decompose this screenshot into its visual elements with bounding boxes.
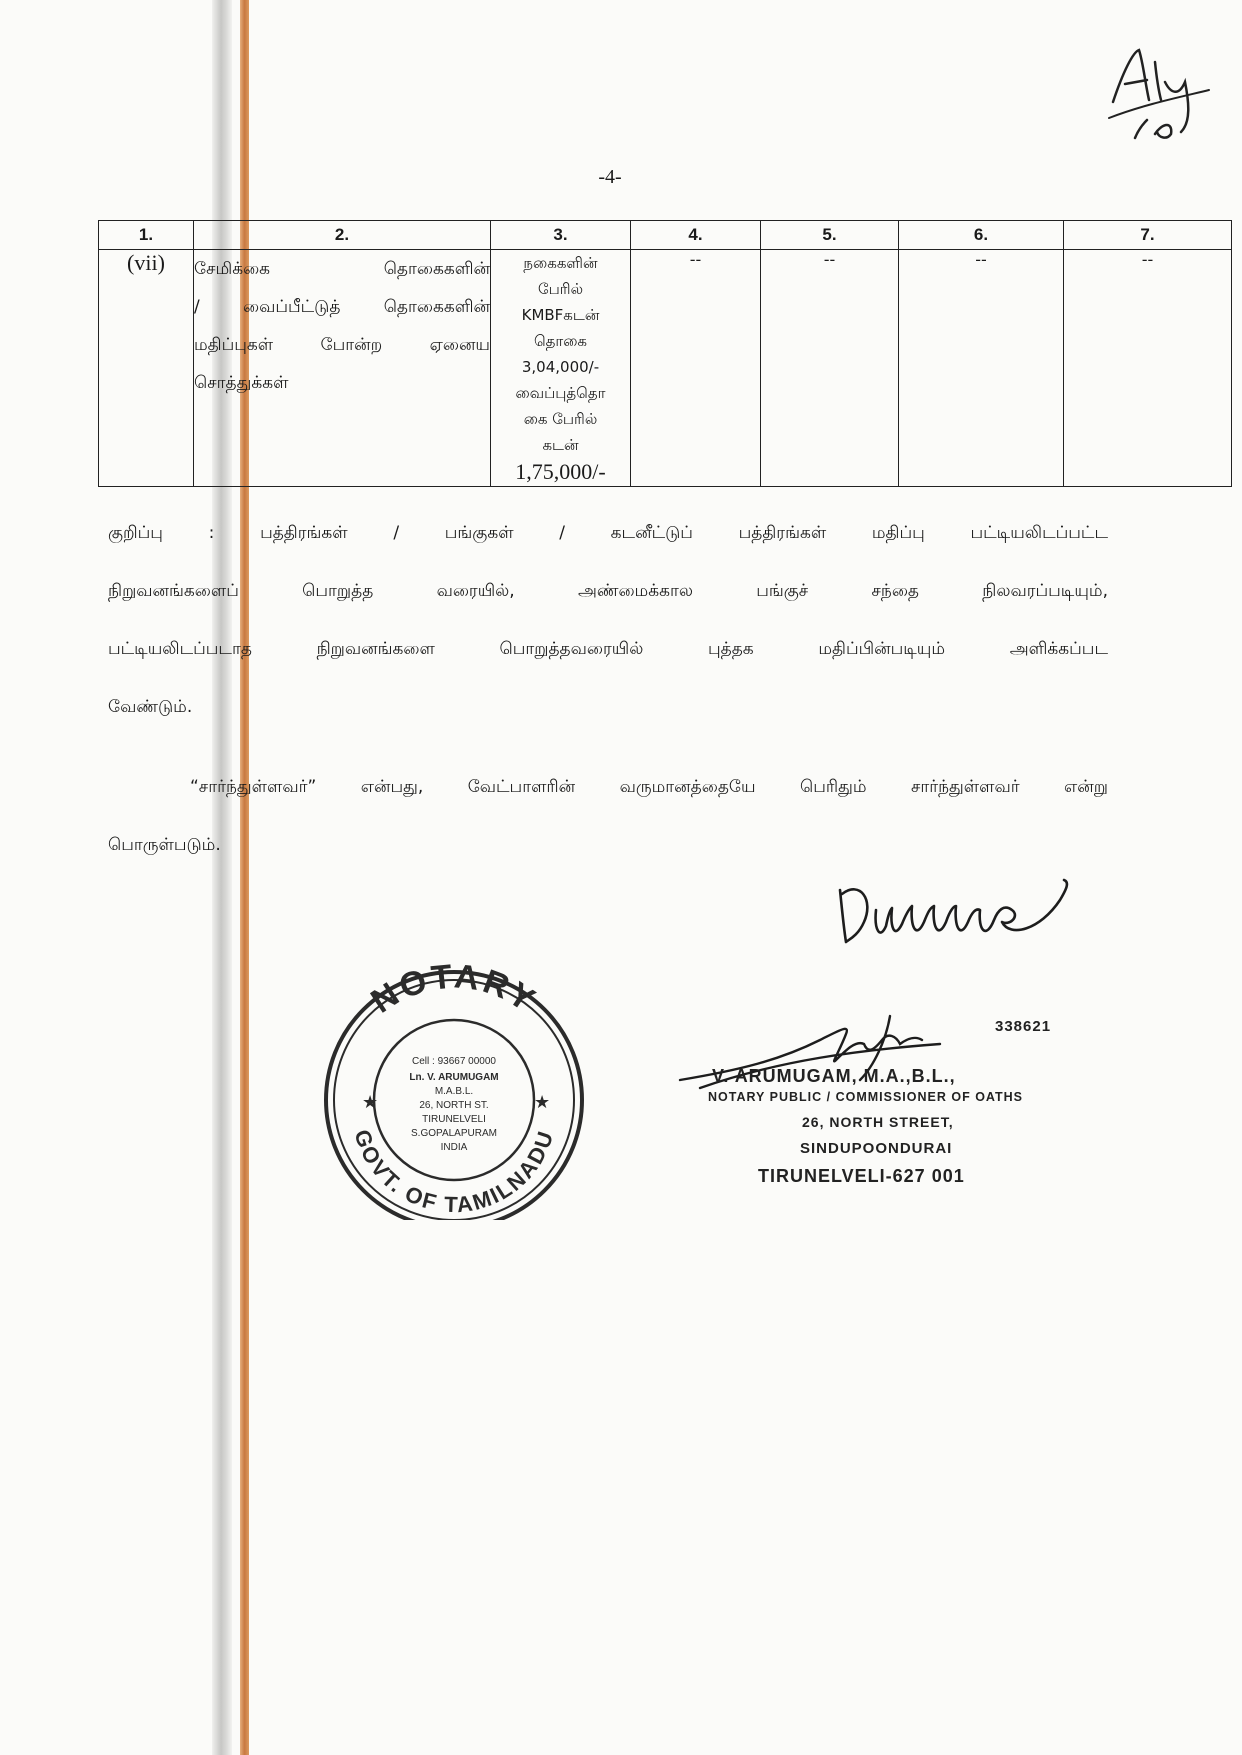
row-col6-empty: -- [899,250,1064,487]
note-line: நிறுவனங்களைப் பொறுத்த வரையில், அண்மைக்கால பங்குச் சந்தை நிலவரப்படியும், [108,581,1108,601]
svg-text:★: ★ [534,1092,551,1113]
table-row [99,250,1232,487]
amount-line: கடன் [542,436,579,454]
notary-town: SINDUPOONDURAI [800,1140,953,1157]
column-header: 7. [1064,221,1232,250]
amount-line: நகைகளின் [523,254,598,272]
column-header: 5. [761,221,899,250]
notary-title: NOTARY PUBLIC / COMMISSIONER OF OATHS [708,1090,1024,1104]
amount-line: வைப்புத்தொ [515,384,606,402]
notary-city: TIRUNELVELI-627 001 [758,1166,965,1186]
row-col4-empty: -- [631,250,761,487]
column-header: 1. [99,221,194,250]
notary-signature-block [660,1010,1090,1200]
svg-text:★: ★ [362,1092,379,1113]
svg-text:GOVT. OF TAMILNADU: GOVT. OF TAMILNADU [349,1126,559,1218]
definition-line: பொருள்படும். [108,835,221,855]
amount-line: பேரில் [537,280,584,298]
description-line: சொத்துக்கள் [194,373,289,393]
amount-line: கை பேரில் [523,410,598,428]
svg-text:NOTARY: NOTARY [364,960,544,1021]
table-header-row [99,221,1232,250]
note-line: குறிப்பு : பத்திரங்கள் / பங்குகள் / கடனீட்டுப் பத்திரங்கள் மதிப்பு பட்டியலிடப்பட்ட [108,523,1108,543]
column-header: 2. [194,221,491,250]
dependent-definition-paragraph [108,758,1108,874]
handwritten-signature [830,860,1130,950]
note-line: பட்டியலிடப்படாத நிறுவனங்களை பொறுத்தவரையில் புத்தக மதிப்பின்படியும் அளிக்கப்பட [108,639,1108,659]
row-number: (vii) [99,250,194,487]
svg-text:Cell : 93667 00000: Cell : 93667 00000 [412,1056,496,1067]
row-amount [491,250,631,487]
assets-table [98,220,1232,487]
description-line: மதிப்புகள் போன்ற ஏனைய [194,335,490,355]
svg-text:Ln. V. ARUMUGAM: Ln. V. ARUMUGAM [409,1072,499,1083]
svg-text:INDIA: INDIA [440,1142,468,1153]
notary-registration-number: 338621 [995,1018,1052,1035]
svg-text:TIRUNELVELI: TIRUNELVELI [422,1114,486,1125]
column-header: 4. [631,221,761,250]
amount-line: 3,04,000/- [521,358,600,376]
svg-text:S.GOPALAPURAM: S.GOPALAPURAM [411,1128,497,1139]
row-col5-empty: -- [761,250,899,487]
svg-text:M.A.B.L.: M.A.B.L. [434,1086,474,1097]
column-header: 3. [491,221,631,250]
notary-seal [302,960,602,1220]
notary-name: V. ARUMUGAM, M.A.,B.L., [712,1066,956,1086]
amount-line: KMBFகடன் [521,306,600,324]
amount-total: 1,75,000/- [515,459,606,484]
notary-street: 26, NORTH STREET, [802,1114,954,1130]
page-number: -4- [598,166,622,188]
definition-line: “சார்ந்துள்ளவர்” என்பது, வேட்பாளரின் வருமானத்தையே பெரிதும் சார்ந்துள்ளவர் என்று [190,777,1108,797]
note-line: வேண்டும். [108,697,193,717]
row-description [194,250,491,487]
handwritten-initials [1105,42,1215,142]
amount-line: தொகை [533,332,588,350]
description-line: சேமிக்கை தொகைகளின் [194,259,490,279]
row-col7-empty: -- [1064,250,1232,487]
note-paragraph [108,504,1108,736]
column-header: 6. [899,221,1064,250]
description-line: / வைப்பீட்டுத் தொகைகளின் [194,297,490,317]
svg-text:26, NORTH ST.: 26, NORTH ST. [419,1100,489,1111]
